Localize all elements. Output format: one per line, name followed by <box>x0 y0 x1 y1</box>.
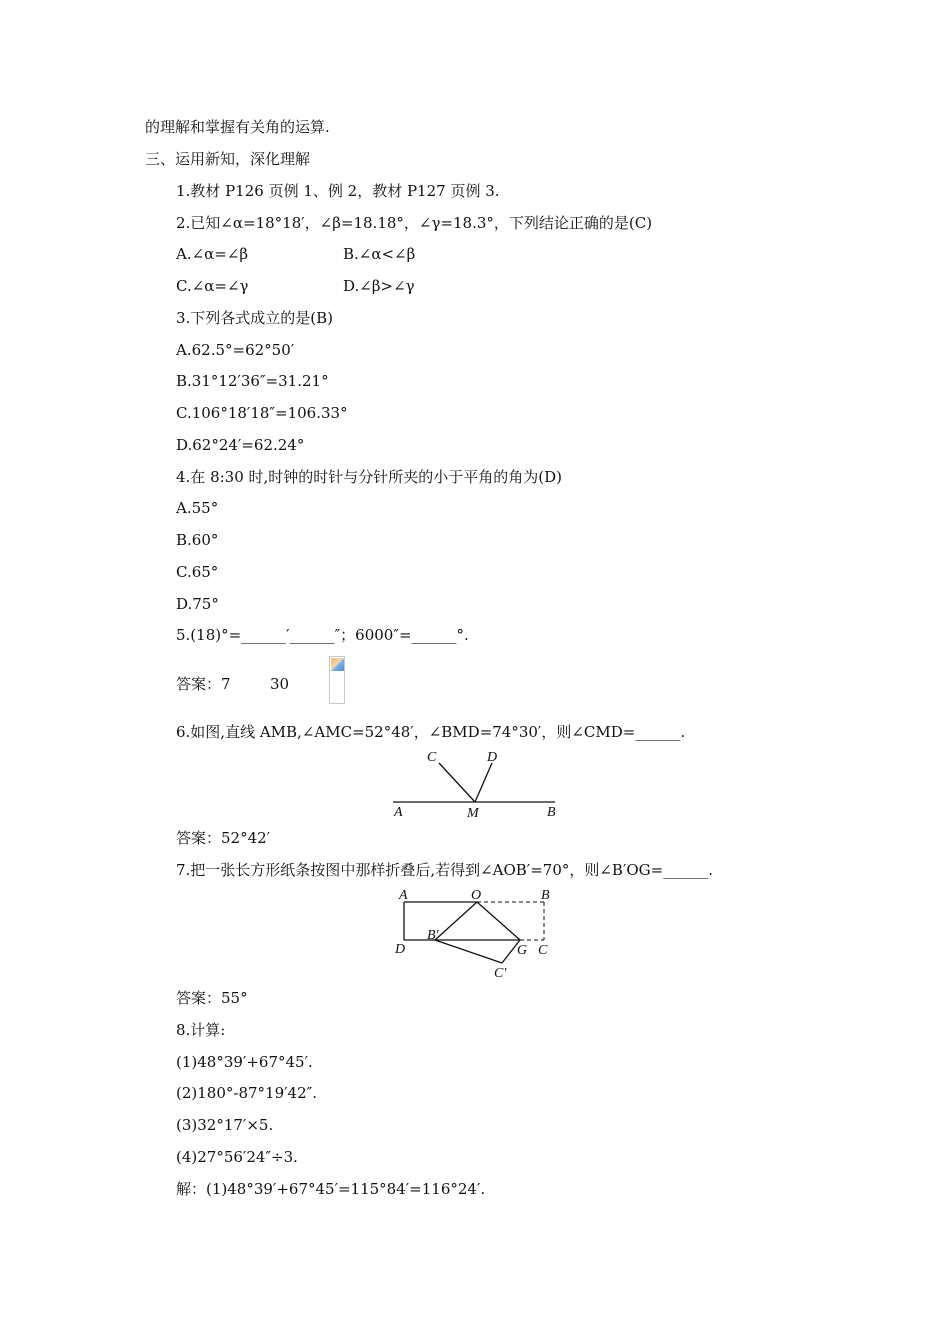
section-heading: 三、运用新知，深化理解 <box>145 150 311 168</box>
label-d: D <box>487 750 498 765</box>
q3-option-b: B.31°12′36″=31.21° <box>176 372 329 390</box>
question-8: 8.计算: <box>176 1021 226 1039</box>
q2-option-c: C.∠α=∠γ <box>176 277 249 295</box>
label-c2: C <box>538 943 548 958</box>
ray-mc <box>439 763 475 802</box>
q4-option-c: C.65° <box>176 563 219 581</box>
solution-1: 解：(1)48°39′+67°45′=115°84′=116°24′. <box>176 1180 486 1198</box>
figure-folded-strip <box>390 883 565 983</box>
q8-part-4: (4)27°56′24″÷3. <box>176 1148 298 1166</box>
question-5: 5.(18)°=______′______″；6000″=______°. <box>176 626 469 644</box>
label-g: G <box>517 943 528 958</box>
q4-option-b: B.60° <box>176 531 219 549</box>
label-d2: D <box>395 942 406 957</box>
q3-option-a: A.62.5°=62°50′ <box>176 341 295 359</box>
label-b: B <box>547 805 556 820</box>
answer-5-value: 30 <box>270 675 290 693</box>
edge-ob-prime <box>435 902 477 940</box>
question-3: 3.下列各式成立的是(B) <box>176 309 334 327</box>
q8-part-1: (1)48°39′+67°45′. <box>176 1053 313 1071</box>
q2-option-a: A.∠α=∠β <box>176 245 249 263</box>
item-1: 1.教材 P126 页例 1、例 2，教材 P127 页例 3. <box>176 182 500 200</box>
label-c: C <box>427 750 437 765</box>
answer-7: 答案：55° <box>176 989 248 1007</box>
label-o: O <box>471 888 482 903</box>
label-b-prime: B′ <box>427 928 439 943</box>
label-c-prime: C′ <box>494 966 507 981</box>
question-7: 7.把一张长方形纸条按图中那样折叠后,若得到∠AOB′=70°，则∠B′OG=______. <box>176 861 713 879</box>
q2-option-b: B.∠α<∠β <box>343 245 416 263</box>
image-glyph-icon <box>331 658 344 671</box>
question-2: 2.已知∠α=18°18′，∠β=18.18°，∠γ=18.3°，下列结论正确的是(C) <box>176 214 653 232</box>
label-b2: B <box>541 888 550 903</box>
edge-b-prime-c-prime <box>435 940 502 963</box>
question-4: 4.在 8:30 时,时钟的时针与分针所夹的小于平角的角为(D) <box>176 468 563 486</box>
label-a2: A <box>399 888 408 903</box>
label-a: A <box>394 805 403 820</box>
q4-option-a: A.55° <box>176 499 219 517</box>
question-6: 6.如图,直线 AMB,∠AMC=52°48′，∠BMD=74°30′，则∠CMD=______. <box>176 723 686 741</box>
label-m: M <box>467 806 479 821</box>
broken-image-icon <box>329 656 345 704</box>
q8-part-2: (2)180°-87°19′42″. <box>176 1084 317 1102</box>
q2-option-d: D.∠β>∠γ <box>343 277 415 295</box>
ray-md <box>475 763 492 802</box>
q3-option-d: D.62°24′=62.24° <box>176 436 305 454</box>
figure-line-amb <box>385 745 565 823</box>
q4-option-d: D.75° <box>176 595 219 613</box>
answer-6: 答案：52°42′ <box>176 829 271 847</box>
q8-part-3: (3)32°17′×5. <box>176 1116 274 1134</box>
q3-option-c: C.106°18′18″=106.33° <box>176 404 348 422</box>
text-line-1: 的理解和掌握有关角的运算. <box>145 118 330 136</box>
crease-og <box>477 902 520 940</box>
answer-5-label: 答案：7 <box>176 675 231 693</box>
